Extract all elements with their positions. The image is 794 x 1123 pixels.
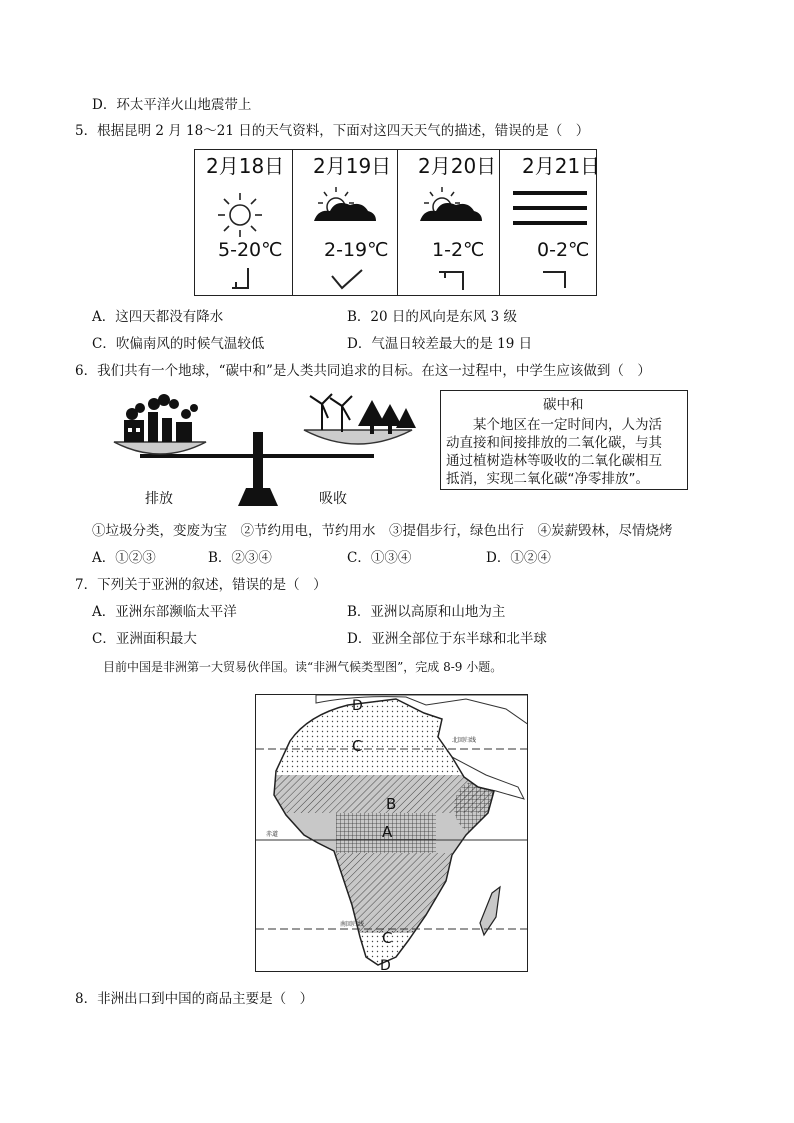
fog-icon — [511, 190, 591, 230]
day4-temp: 0-2℃ — [537, 239, 590, 261]
sun-behind-cloud-icon — [312, 185, 378, 225]
day2-temp: 2-19℃ — [324, 239, 389, 261]
box-line-4: 抵消，实现二氧化碳“净零排放”。 — [446, 471, 649, 487]
map-label-d-bottom: D — [380, 958, 391, 972]
wind-symbol-icon — [437, 268, 467, 292]
day1-date: 2月18日 — [206, 154, 285, 178]
day3-temp: 1-2℃ — [432, 239, 485, 261]
q7-option-a: A．亚洲东部濒临太平洋 — [92, 604, 237, 620]
map-label-c-bottom: C — [382, 929, 393, 947]
wind-symbol-icon — [541, 268, 569, 292]
scale-right-label: 吸收 — [319, 491, 347, 507]
q7-stem: 7．下列关于亚洲的叙述，错误的是（ ） — [75, 577, 327, 593]
box-line-2: 动直接和间接排放的二氧化碳，与其 — [446, 435, 662, 451]
box-title: 碳中和 — [543, 397, 584, 413]
q4-option-d: D．环太平洋火山地震带上 — [92, 97, 252, 113]
wind-symbol-icon — [228, 266, 252, 290]
box-line-1: 某个地区在一定时间内，人为活 — [473, 417, 662, 433]
map-label-a: A — [382, 823, 393, 841]
tropic-capricorn-label: 南回归线 — [340, 921, 365, 928]
q7-option-d: D．亚洲全部位于东半球和北半球 — [347, 631, 547, 647]
day4-date: 2月21日 — [522, 154, 601, 178]
map-label-b: B — [386, 795, 397, 813]
q5-stem: 5．根据昆明 2 月 18～21 日的天气资料，下面对这四天天气的描述，错误的是（ ） — [75, 123, 590, 139]
box-line-3: 通过植树造林等吸收的二氧化碳相互 — [446, 453, 662, 469]
map-intro: 目前中国是非洲第一大贸易伙伴国。读“非洲气候类型图”，完成 8-9 小题。 — [103, 660, 503, 674]
scale-left-label: 排放 — [145, 491, 173, 507]
q5-option-d: D．气温日较差最大的是 19 日 — [347, 336, 533, 352]
sun-icon — [215, 190, 265, 240]
q6-option-c: C．①③④ — [347, 550, 412, 566]
map-label-d-top: D — [352, 698, 363, 714]
q7-option-c: C．亚洲面积最大 — [92, 631, 197, 647]
q7-option-b: B．亚洲以高原和山地为主 — [347, 604, 506, 620]
sun-behind-cloud-icon — [418, 185, 484, 225]
tropic-cancer-label: 北回归线 — [452, 737, 477, 744]
q8-stem: 8．非洲出口到中国的商品主要是（ ） — [75, 991, 314, 1007]
day2-date: 2月19日 — [313, 154, 392, 178]
day1-temp: 5-20℃ — [218, 239, 283, 261]
map-label-c-top: C — [352, 737, 363, 755]
q6-items: ①垃圾分类，变废为宝 ②节约用电，节约用水 ③提倡步行，绿色出行 ④炭薪毁林，尽情烧烤 — [92, 523, 673, 539]
q5-option-a: A．这四天都没有降水 — [92, 309, 224, 325]
wind-symbol-icon — [330, 268, 364, 292]
q5-option-c: C．吹偏南风的时候气温较低 — [92, 336, 265, 352]
day3-date: 2月20日 — [418, 154, 497, 178]
q6-stem: 6．我们共有一个地球，“碳中和”是人类共同追求的目标。在这一过程中，中学生应该做到（ ） — [75, 363, 651, 379]
q5-option-b: B．20 日的风向是东风 3 级 — [347, 309, 518, 325]
q6-option-b: B．②③④ — [208, 550, 272, 566]
equator-label: 赤道 — [266, 831, 279, 838]
africa-climate-map — [255, 694, 528, 972]
q6-option-d: D．①②④ — [486, 550, 551, 566]
q6-option-a: A．①②③ — [92, 550, 156, 566]
